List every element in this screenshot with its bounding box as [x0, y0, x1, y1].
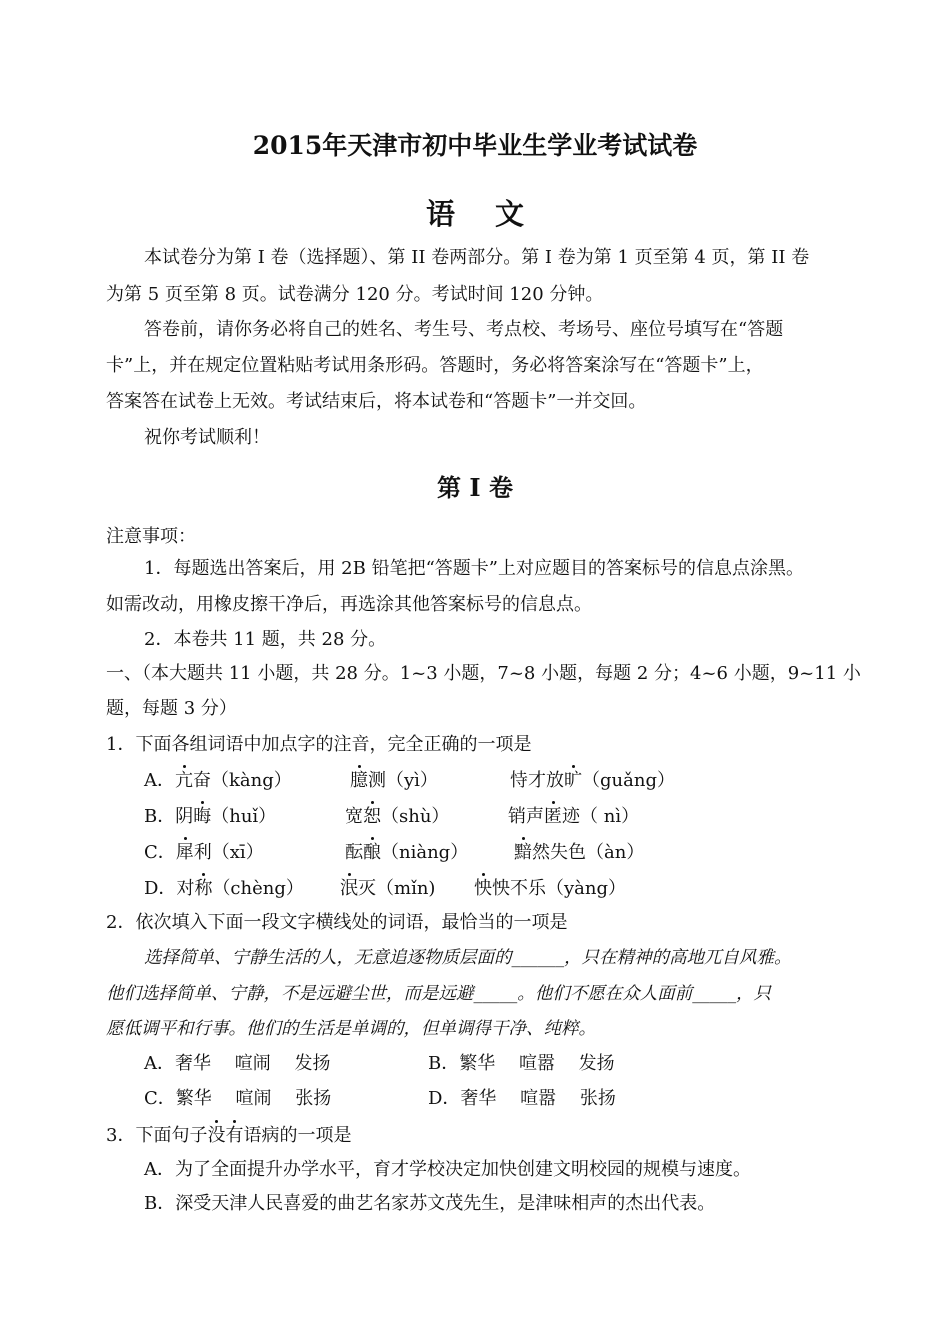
- intro-paragraph-2-line-1: 答卷前，请你务必将自己的姓名、考生号、考点校、考场号、座位号填写在“答题: [144, 319, 784, 340]
- note-2: 2．本卷共 11 题，共 28 分。: [144, 629, 387, 650]
- option-label: B．: [144, 806, 176, 827]
- q2-passage-line-2: 他们选择简单、宁静，不是远避尘世，而是远避_____。他们不愿在众人面前_____，只: [106, 984, 771, 1004]
- q1-option-c-word-3: 黯然失色（àn）: [514, 842, 645, 863]
- dotted-char: 没: [207, 1125, 226, 1146]
- intro-paragraph-2-line-2: 卡”上，并在规定位置粘贴考试用条形码。答题时，务必将答案涂写在“答题卡”上，: [106, 355, 764, 376]
- q2-option-a: A．奢华 喧闹 发扬: [144, 1053, 331, 1074]
- dotted-char: 旷: [564, 770, 582, 791]
- dotted-char: 黯: [514, 842, 532, 863]
- q2-option-d: D．奢华 喧嚣 张扬: [428, 1088, 616, 1109]
- question-3-stem: 3．下面句子没有语病的一项是: [106, 1125, 352, 1146]
- subject-title: 语文: [425, 197, 564, 231]
- q1-option-b: B．阴晦（huǐ）: [144, 806, 277, 827]
- notes-label: 注意事项：: [106, 526, 196, 547]
- dotted-char: 亢: [175, 770, 193, 791]
- intro-paragraph-3: 祝你考试顺利！: [144, 427, 270, 448]
- q2-option-b: B．繁华 喧嚣 发扬: [428, 1053, 615, 1074]
- dotted-char: 泯: [340, 878, 358, 899]
- dotted-char: 晦: [193, 806, 212, 827]
- q1-option-b-word-3: 销声匿迹（ nì）: [508, 806, 640, 827]
- note-1-line-2: 如需改动，用橡皮擦干净后，再选涂其他答案标号的信息点。: [106, 594, 592, 615]
- q3-option-b: B．深受天津人民喜爱的曲艺名家苏文茂先生，是津味相声的杰出代表。: [144, 1193, 716, 1214]
- option-label: C．: [144, 842, 176, 863]
- q2-passage-line-1: 选择简单、宁静生活的人，无意追逐物质层面的______，只在精神的高地兀自风雅。: [144, 948, 792, 968]
- intro-paragraph-2-line-3: 答案答在试卷上无效。考试结束后，将本试卷和“答题卡”一并交回。: [106, 391, 647, 412]
- q1-option-a-word-2: 臆测（yì）: [350, 770, 438, 791]
- q1-option-a: A．亢奋（kàng）: [144, 770, 292, 791]
- section-heading: 第 I 卷: [437, 473, 513, 502]
- q3-option-a: A．为了全面提升办学水平，育才学校决定加快创建文明校园的规模与速度。: [144, 1159, 751, 1180]
- q1-option-d-word-2: 泯灭（mǐn): [340, 878, 436, 899]
- dotted-char: 有: [225, 1125, 244, 1146]
- dotted-char: 犀: [175, 842, 194, 863]
- q1-option-d: D．对称（chèng）: [144, 878, 304, 899]
- q2-option-c: C．繁华 喧闹 张扬: [144, 1088, 332, 1109]
- dotted-char: 怏: [474, 878, 492, 899]
- note-1-line-1: 1．每题选出答案后，用 2B 铅笔把“答题卡”上对应题目的答案标号的信息点涂黑。: [144, 558, 804, 579]
- option-label: D．: [144, 878, 177, 899]
- question-2-stem: 2．依次填入下面一段文字横线处的词语，最恰当的一项是: [106, 912, 568, 933]
- q1-option-c-word-2: 酝酿（niàng）: [345, 842, 469, 863]
- q1-option-b-word-2: 宽恕（shù）: [345, 806, 450, 827]
- option-label: A．: [144, 770, 175, 791]
- dotted-char: 匿: [544, 806, 562, 827]
- intro-paragraph-1-line-1: 本试卷分为第 I 卷（选择题）、第 II 卷两部分。第 I 卷为第 1 页至第 4 页，第 II 卷: [144, 247, 810, 268]
- dotted-char: 称: [194, 878, 213, 899]
- part-instruction-line-1: 一、（本大题共 11 小题，共 28 分。1~3 小题，7~8 小题，每题 2 分；4~6 小题，9~11 小: [106, 663, 861, 684]
- dotted-char: 恕: [363, 806, 381, 827]
- dotted-char: 酿: [363, 842, 381, 863]
- part-instruction-line-2: 题，每题 3 分）: [106, 698, 237, 719]
- q2-passage-line-3: 愿低调平和行事。他们的生活是单调的，但单调得干净、纯粹。: [106, 1019, 596, 1039]
- question-1-stem: 1．下面各组词语中加点字的注音，完全正确的一项是: [106, 734, 532, 755]
- exam-title: 2015年天津市初中毕业生学业考试试卷: [252, 131, 698, 160]
- q1-option-a-word-3: 恃才放旷（guǎng）: [510, 770, 675, 791]
- dotted-char: 臆: [350, 770, 368, 791]
- intro-paragraph-1-line-2: 为第 5 页至第 8 页。试卷满分 120 分。考试时间 120 分钟。: [106, 284, 604, 305]
- q1-option-c: C．犀利（xī）: [144, 842, 264, 863]
- q1-option-d-word-3: 怏怏不乐（yàng）: [474, 878, 627, 899]
